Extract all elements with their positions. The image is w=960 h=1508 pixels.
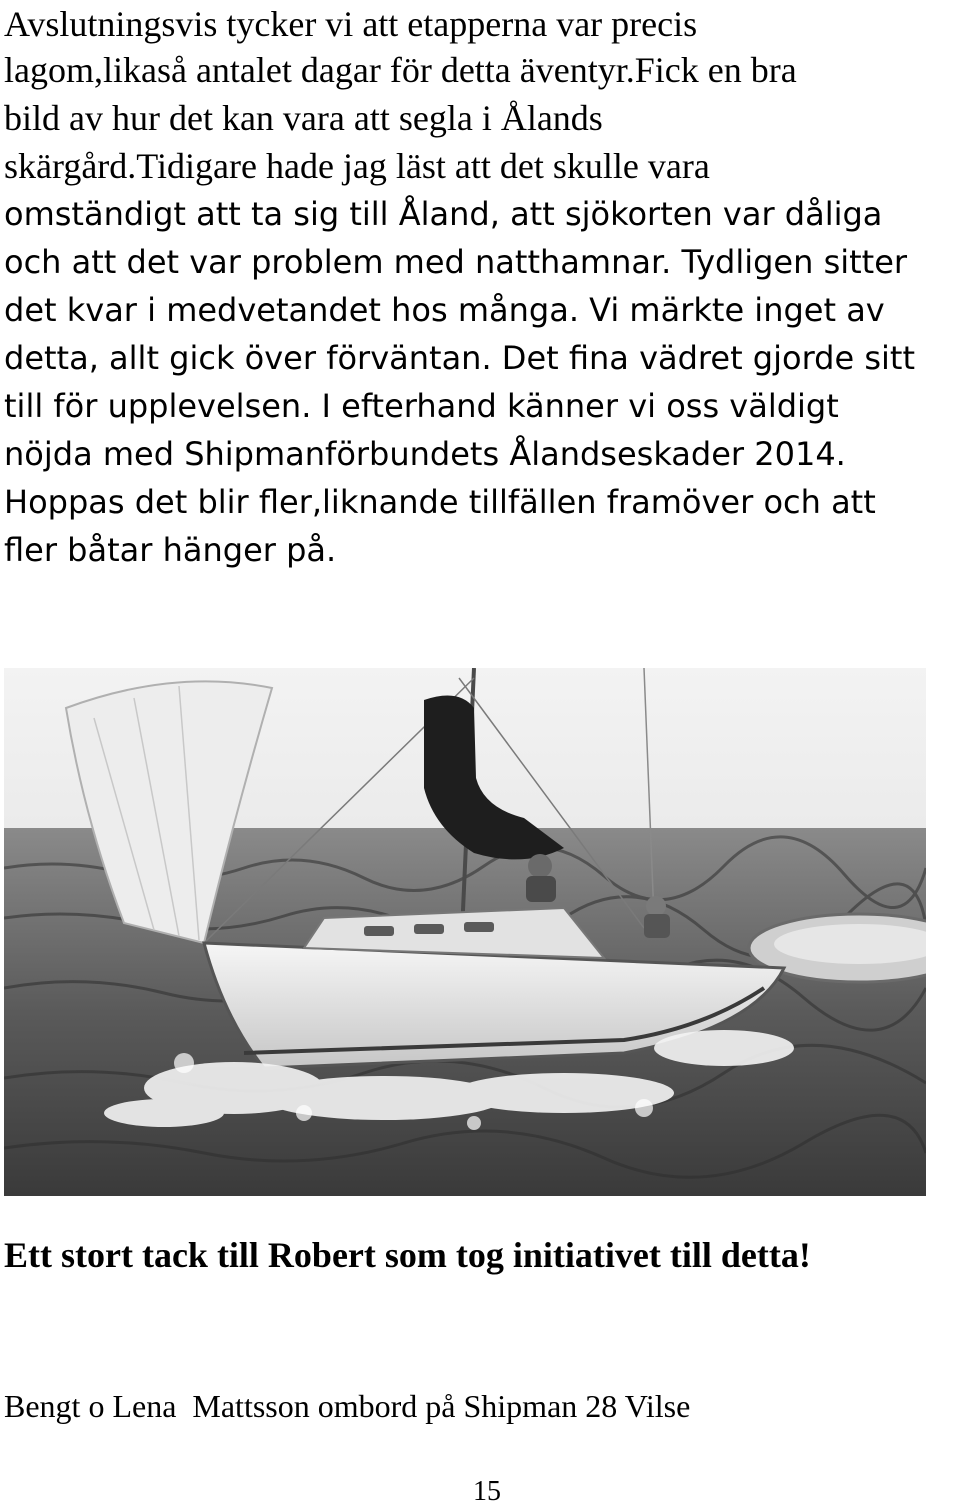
paragraph-line-5: omständigt att ta sig till Åland, att sjökorten var dåliga <box>4 195 883 233</box>
paragraph-line-12: fler båtar hänger på. <box>4 531 337 569</box>
paragraph-line-1: Avslutningsvis tycker vi att etapperna var precis <box>4 4 698 44</box>
paragraph-line-4: skärgård.Tidigare hade jag läst att det skulle vara <box>4 146 710 186</box>
paragraph-line-9 <box>4 382 839 430</box>
sailboat-photo <box>4 668 926 1196</box>
paragraph-line-9b: I efterhand känner vi oss väldigt <box>311 387 839 425</box>
signature: Bengt o Lena Mattsson ombord på Shipman 28 Vilse <box>4 1388 691 1424</box>
paragraph-line-8: detta, allt gick över förväntan. Det fina vädret gjorde sitt <box>4 339 915 377</box>
paragraph-line-10: nöjda med Shipmanförbundets Ålandseskader 2014. <box>4 435 846 473</box>
paragraph-line-2: lagom,likaså antalet dagar för detta äventyr.Fick en bra <box>4 50 797 90</box>
paragraph-line-6 <box>4 238 907 286</box>
paragraph-line-3: bild av hur det kan vara att segla i Ålands <box>4 98 603 138</box>
page-number: 15 <box>473 1476 501 1507</box>
paragraph-line-9a: till för upplevelsen. <box>4 387 312 425</box>
paragraph-line-6a: och att det var problem med natthamnar. <box>4 243 672 281</box>
paragraph-line-11: Hoppas det blir fler,liknande tillfällen framöver och att <box>4 483 876 521</box>
thanks-heading: Ett stort tack till Robert som tog initiativet till detta! <box>4 1235 811 1275</box>
paragraph-line-7: det kvar i medvetandet hos många. Vi märkte inget av <box>4 291 885 329</box>
paragraph-line-6b: Tydligen sitter <box>671 243 908 281</box>
